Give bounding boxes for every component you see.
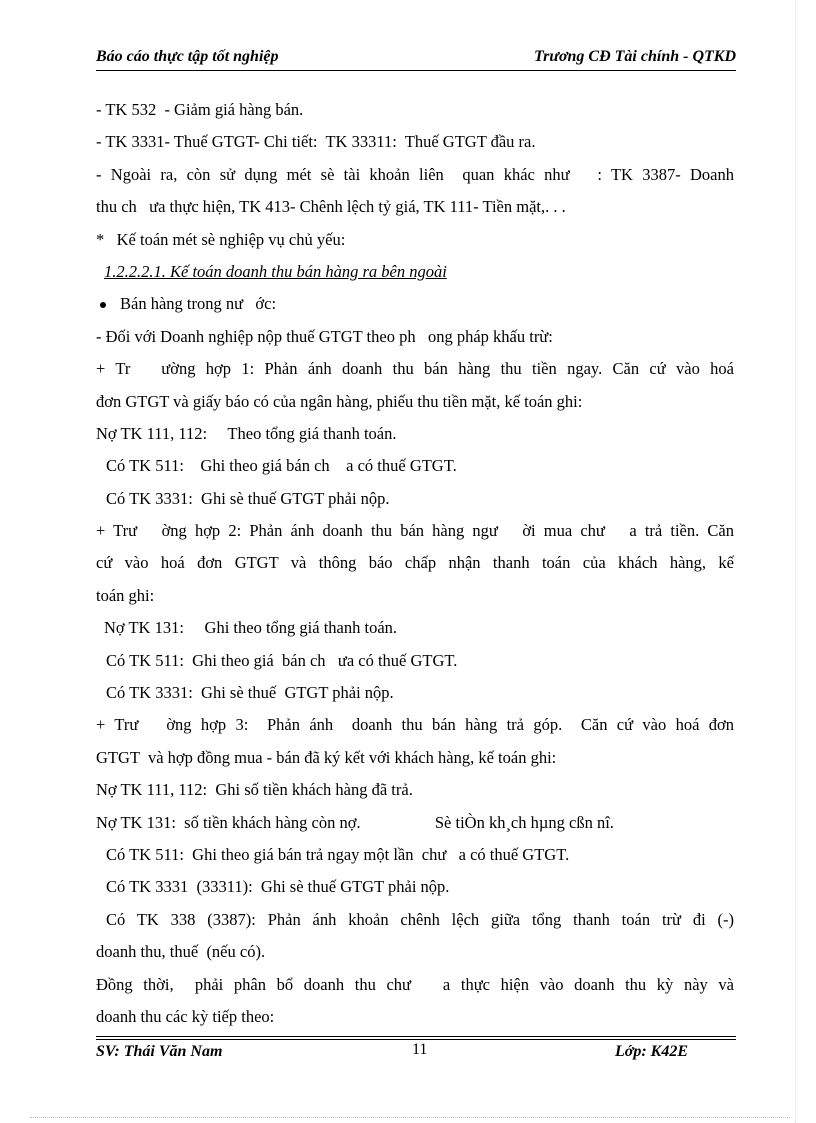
- journal-entry: Có TK 3331 (33311): Ghi sè thuế GTGT phải nộp.: [106, 877, 450, 897]
- journal-entry: Nợ TK 131: Ghi theo tổng giá thanh toán.: [104, 618, 398, 638]
- footer-class: Lớp: K42E: [614, 1043, 688, 1060]
- page-footer: [96, 1041, 736, 1065]
- header-report-title: Báo cáo thực tập tốt nghiệp: [96, 48, 279, 65]
- header-school-name: Trương CĐ Tài chính - QTKD: [533, 48, 736, 65]
- bullet-text: Bán hàng trong nư ớc:: [120, 294, 277, 314]
- bullet-icon: [100, 302, 106, 308]
- text-line: + Trư ờng hợp 3: Phản ánh doanh thu bán hàng trả góp. Căn cứ vào hoá đơn: [96, 715, 734, 735]
- journal-entry: Có TK 511: Ghi theo giá bán ch a có thuế GTGT.: [106, 456, 457, 476]
- journal-entry: Nợ TK 131: số tiền khách hàng còn nợ. Sè tiÒn kh¸ch hµng cßn nî.: [96, 812, 614, 832]
- text-line: cứ vào hoá đơn GTGT và thông báo chấp nhận thanh toán của khách hàng, kế: [96, 553, 734, 573]
- section-heading: 1.2.2.2.1. Kế toán doanh thu bán hàng ra bên ngoài: [104, 261, 447, 281]
- bullet-item: [96, 288, 734, 320]
- text-line: - Ngoài ra, còn sử dụng mét sè tài khoản liên quan khác như : TK 3387- Doanh: [96, 164, 734, 184]
- document-body: [96, 94, 734, 1033]
- text-line: - Đối với Doanh nghiệp nộp thuế GTGT theo ph ong pháp khấu trừ:: [96, 326, 553, 346]
- journal-entry: Có TK 511: Ghi theo giá bán trả ngay một lần chư a có thuế GTGT.: [106, 844, 570, 864]
- journal-entry: Có TK 338 (3387): Phản ánh khoản chênh lệch giữa tổng thanh toán trừ đi (-): [106, 909, 734, 929]
- text-line: * Kế toán mét sè nghiệp vụ chủ yếu:: [96, 229, 346, 249]
- journal-entry: Nợ TK 111, 112: Theo tổng giá thanh toán.: [96, 423, 397, 443]
- page-number: 11: [412, 1041, 428, 1058]
- page-edge-guide: [795, 0, 796, 1123]
- text-line: đơn GTGT và giấy báo có của ngân hàng, phiếu thu tiền mặt, kế toán ghi:: [96, 391, 583, 411]
- journal-entry: Nợ TK 111, 112: Ghi số tiền khách hàng đã trả.: [96, 780, 413, 800]
- journal-entry: Có TK 3331: Ghi sè thuế GTGT phải nộp.: [106, 683, 394, 703]
- text-line: thu ch ưa thực hiện, TK 413- Chênh lệch tỷ giá, TK 111- Tiền mặt,. . .: [96, 197, 566, 217]
- journal-entry: Có TK 511: Ghi theo giá bán ch ưa có thuế GTGT.: [106, 650, 458, 670]
- footer-divider: [96, 1036, 736, 1037]
- footer-student-name: SV: Thái Văn Nam: [96, 1043, 223, 1060]
- text-line: - TK 3331- Thuế GTGT- Chi tiết: TK 33311: Thuế GTGT đầu ra.: [96, 132, 536, 152]
- text-line: doanh thu, thuế (nếu có).: [96, 942, 266, 962]
- page-header: [96, 48, 736, 71]
- text-line: GTGT và hợp đồng mua - bán đã ký kết với khách hàng, kế toán ghi:: [96, 747, 557, 767]
- footer-divider: [96, 1039, 736, 1040]
- text-line: Đồng thời, phải phân bổ doanh thu chư a thực hiện vào doanh thu kỳ này và: [96, 974, 734, 994]
- text-line: + Trư ờng hợp 2: Phản ánh doanh thu bán hàng ngư ời mua chư a trả tiền. Căn: [96, 521, 734, 541]
- page-edge-guide: [30, 1117, 790, 1118]
- text-line: + Tr ường hợp 1: Phản ánh doanh thu bán hàng thu tiền ngay. Căn cứ vào hoá: [96, 359, 734, 379]
- text-line: toán ghi:: [96, 585, 155, 605]
- text-line: - TK 532 - Giảm giá hàng bán.: [96, 100, 304, 119]
- text-line: doanh thu các kỳ tiếp theo:: [96, 1006, 275, 1026]
- journal-entry: Có TK 3331: Ghi sè thuế GTGT phải nộp.: [106, 488, 390, 508]
